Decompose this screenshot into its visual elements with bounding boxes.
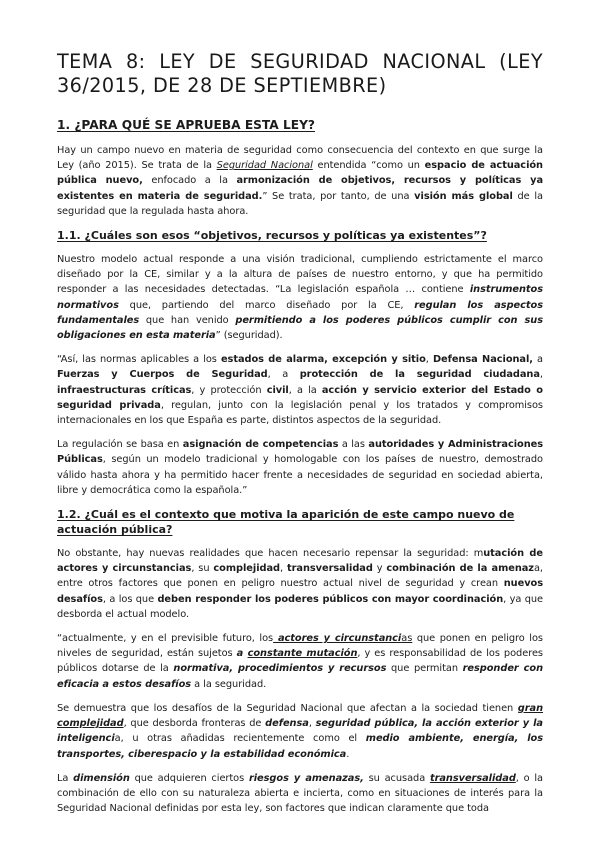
text-run: complejidad (213, 563, 280, 575)
text-run: , a (267, 369, 300, 381)
text-run: a (532, 354, 544, 366)
text-run: combinación de la amenaz (386, 563, 534, 575)
text-run: Defensa Nacional, (432, 354, 533, 366)
document-body (57, 118, 543, 816)
text-run: Se demuestra que los desafíos de la Seguridad Nacional que afectan a la sociedad tienen (57, 702, 518, 714)
text-run: 1. ¿PARA QUÉ SE APRUEBA ESTA LEY? (57, 118, 315, 132)
paragraph (57, 352, 543, 428)
text-run: deben responder los poderes públicos con mayor coordinación (157, 593, 504, 605)
text-run: enfocado a la (142, 175, 237, 187)
text-run: ” Se trata, por tanto, de una (262, 190, 415, 202)
text-run: que permitan (386, 663, 463, 675)
text-run: , según un modelo tradicional y homologable con los países de nuestro, demostrado válido hasta ahora y ha permitido hacer frente a necesidades de seguridad en sociedad abierta, libre y democrática como la española.” (57, 454, 543, 496)
text-run: “actualmente, y en el previsible futuro, los (57, 633, 274, 645)
text-run: permitiendo a los poderes públicos cumplir con sus obligaciones en esta materia (57, 314, 543, 342)
text-run: , (280, 563, 287, 575)
paragraph (57, 437, 543, 498)
text-run: dimensión (73, 772, 130, 784)
text-run: , ya que desborda el actual modelo. (57, 593, 544, 620)
section-heading (57, 118, 543, 133)
paragraph (57, 252, 543, 343)
text-run: 1.1. ¿Cuáles son esos “objetivos, recursos y políticas ya existentes”? (57, 229, 487, 243)
text-run: de la seguridad que la regulada hasta ahora. (57, 190, 543, 217)
text-run: , y protección (191, 384, 267, 396)
text-run: nuevos desafíos (57, 578, 543, 605)
text-run: , que desborda fronteras de (123, 718, 266, 730)
text-run: que, partiendo del marco diseñado por la CE, (118, 299, 415, 311)
text-run: , regulan, junto con la legislación penal y los tratados y compromisos internacionales en los que España es parte, distintos aspectos de la seguridad. (57, 399, 543, 427)
text-run: defensa (265, 718, 309, 730)
text-run: instrumentos normativos (57, 284, 543, 311)
text-run: entendida “como un (312, 160, 425, 172)
text-run: a, u otras añadidas recientemente como el (114, 733, 366, 745)
text-run: , (539, 369, 543, 381)
text-run: as (401, 633, 413, 645)
text-run: transversalidad (429, 772, 516, 784)
text-run: La regulación se basa en (57, 439, 183, 451)
text-run: visión más global (414, 190, 513, 202)
paragraph (57, 143, 543, 219)
text-run: infraestructuras críticas (57, 384, 192, 396)
text-run: , (425, 354, 433, 366)
text-run: a las (338, 439, 369, 451)
paragraph (57, 771, 543, 817)
text-run: , (308, 718, 316, 730)
paragraph (57, 546, 543, 622)
text-run: espacio de actuación pública nuevo, (57, 160, 543, 187)
text-run: transversalidad (286, 563, 373, 575)
text-run: regulan los aspectos fundamentales (57, 299, 543, 326)
text-run: a, entre otros factores que ponen en peligro nuestro actual nivel de seguridad y crean (57, 563, 543, 590)
text-run: civil (266, 384, 289, 396)
text-run: armonización de objetivos, recursos y políticas ya existentes en materia de seguridad. (57, 175, 544, 202)
text-run: autoridades y Administraciones Públicas (57, 439, 543, 466)
text-run: a la seguridad. (191, 678, 267, 690)
text-run: protección de la seguridad ciudadana (299, 369, 540, 381)
text-run: seguridad pública, la acción exterior y la inteligenci (57, 718, 543, 745)
subsection-heading (57, 228, 543, 243)
text-run: a (236, 648, 248, 660)
text-run: No obstante, hay nuevas realidades que hacen necesario repensar la seguridad: m (57, 548, 484, 560)
text-run: su acusada (363, 772, 430, 784)
text-run: que han venido (139, 314, 236, 326)
text-run: asignación de competencias (182, 439, 339, 451)
paragraph (57, 631, 543, 692)
text-run: que adquieren ciertos (129, 772, 249, 784)
text-run: , a los que (102, 593, 158, 605)
text-run: actores y circunstanci (273, 633, 402, 645)
text-run: “Así, las normas aplicables a los (57, 354, 221, 366)
text-run: que ponen en peligro los niveles de seguridad, están sujetos (57, 633, 543, 660)
document-title: TEMA 8: LEY DE SEGURIDAD NACIONAL (LEY 36/2015, DE 28 DE SEPTIEMBRE) (57, 50, 543, 97)
text-run: gran complejidad (57, 702, 543, 730)
text-run: Nuestro modelo actual responde a una visión tradicional, cumpliendo estrictamente el marco diseñado por la CE, similar y a la altura de países de nuestro entorno, y que ha permitido responder a las necesidades detectadas. “La legislación española … contiene (57, 254, 543, 296)
text-run: La (57, 772, 74, 784)
text-run: . (346, 748, 350, 760)
text-run: , su (191, 563, 214, 575)
paragraph (57, 701, 543, 762)
text-run: normativa, procedimientos y recursos (173, 663, 387, 675)
text-run: y (372, 563, 387, 575)
text-run: , o la combinación de ello con su naturaleza abierta e incierta, como en situaciones de interés para la Seguridad Nacional definidas por esta ley, son factores que indican claramente que toda (57, 772, 543, 815)
text-run: Seguridad Nacional (216, 160, 313, 172)
text-run: utación de actores y circunstancias (57, 548, 543, 575)
text-run: riesgos y amenazas, (248, 772, 364, 784)
text-run: Hay un campo nuevo en materia de seguridad como consecuencia del contexto en que surge la Ley (año 2015). Se trata de la (57, 145, 543, 172)
subsection-heading (57, 507, 543, 537)
text-run: 1.2. ¿Cuál es el contexto que motiva la aparición de este campo nuevo de actuación pública? (57, 508, 515, 537)
text-run: constante mutación (247, 648, 358, 660)
text-run: Fuerzas y Cuerpos de Seguridad (57, 369, 268, 381)
text-run: ” (seguridad). (215, 330, 283, 342)
text-run: medio ambiente, energía, los transportes, ciberespacio y la estabilidad económica (57, 733, 543, 760)
text-run: , a la (288, 384, 322, 396)
text-run: responder con eficacia a estos desafíos (57, 663, 543, 690)
text-run: estados de alarma, excepción y sitio (220, 354, 426, 366)
text-run: , y es responsabilidad de los poderes públicos dotarse de la (57, 648, 543, 675)
text-run: acción y servicio exterior del Estado o seguridad privada (57, 384, 543, 411)
